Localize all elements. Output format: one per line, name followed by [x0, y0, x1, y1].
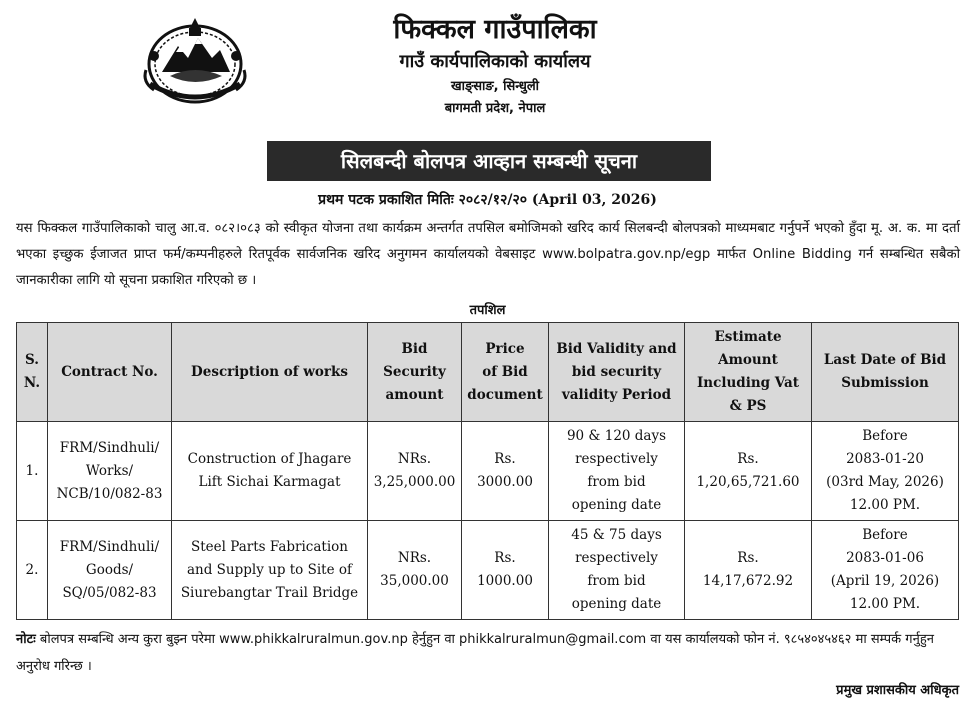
intro-paragraph: यस फिक्कल गाउँपालिकाको चालु आ.व. ०८२।०८३ को स्वीकृत योजना तथा कार्यक्रम अन्तर्गत तपसिल बमोजिमको खरिद कार्य सिलबन्दी बोलपत्रको माध्यमबाट गर्नुपर्ने भएको हुँदा मू. अ. क. मा दर्ता भएका इच्छुक ईजाजत प्राप्त फर्म/कम्पनीहरुले रितपूर्वक सार्वजनिक खरिद अनुगमन कार्यालयको वेबसाइट www.bolpatra.gov.np/egp मार्फत Online Bidding गर्न सम्बन्धित सबैको जानकारीका लागि यो सूचना प्रकाशित गरिएको छ । [16, 221, 960, 288]
signatory-title: प्रमुख प्रशासकीय अधिकृत [836, 683, 959, 698]
cell-estimate: Rs. 1,20,65,721.60 [685, 422, 812, 521]
table-caption: तपशिल [469, 303, 506, 318]
office-name: गाउँ कार्यपालिकाको कार्यालय [399, 51, 591, 72]
nepal-emblem-logo [140, 12, 250, 107]
table-row [17, 521, 959, 620]
cell-bid-security: NRs. 3,25,000.00 [368, 422, 462, 521]
cell-contract-no: FRM/Sindhuli/ Goods/ SQ/05/082-83 [48, 521, 172, 620]
header-validity: Bid Validity and bid security validity Period [549, 323, 685, 422]
cell-last-date: Before 2083-01-06 (April 19, 2026) 12.00 PM. [812, 521, 959, 620]
table-row [17, 422, 959, 521]
cell-description: Steel Parts Fabrication and Supply up to Site of Siurebangtar Trail Bridge [172, 521, 368, 620]
address-line-2: बागमती प्रदेश, नेपाल [444, 101, 546, 116]
cell-contract-no: FRM/Sindhuli/ Works/ NCB/10/082-83 [48, 422, 172, 521]
cell-bid-security: NRs. 35,000.00 [368, 521, 462, 620]
cell-description: Construction of Jhagare Lift Sichai Karmagat [172, 422, 368, 521]
cell-last-date: Before 2083-01-20 (03rd May, 2026) 12.00 PM. [812, 422, 959, 521]
cell-price: Rs. 1000.00 [462, 521, 549, 620]
header-contract-no: Contract No. [48, 323, 172, 422]
cell-sn: 2. [17, 521, 48, 620]
letterhead [250, 12, 740, 120]
cell-validity: 90 & 120 days respectively from bid opening date [549, 422, 685, 521]
header-description: Description of works [172, 323, 368, 422]
header-sn: S. N. [17, 323, 48, 422]
header-estimate: Estimate Amount Including Vat & PS [685, 323, 812, 422]
notice-title: सिलबन्दी बोलपत्र आव्हान सम्बन्धी सूचना [267, 141, 711, 181]
publication-date-label: प्रथम पटक प्रकाशित मितिः [318, 192, 454, 208]
cell-validity: 45 & 75 days respectively from bid opening date [549, 521, 685, 620]
header-last-date: Last Date of Bid Submission [812, 323, 959, 422]
table-header-row [17, 323, 959, 422]
header-price: Price of Bid document [462, 323, 549, 422]
publication-date [0, 190, 975, 209]
cell-estimate: Rs. 14,17,672.92 [685, 521, 812, 620]
organization-name: फिक्कल गाउँपालिका [393, 14, 597, 45]
note-label: नोटः [16, 632, 36, 647]
header-bid-security: Bid Security amount [368, 323, 462, 422]
address-line-1: खाङ्साङ, सिन्धुली [450, 79, 540, 94]
note-text: बोलपत्र सम्बन्धि अन्य कुरा बुझ्न परेमा www.phikkalruralmun.gov.np हेर्नुहुन वा phikkalruralmun@gmail.com वा यस कार्यालयको फोन नं. ९८५४०४५४६२ मा सम्पर्क गर्नुहुन अनुरोध गरिन्छ । [16, 632, 934, 674]
bid-details-table [16, 322, 959, 620]
footer-note [16, 626, 960, 680]
cell-price: Rs. 3000.00 [462, 422, 549, 521]
cell-sn: 1. [17, 422, 48, 521]
publication-date-value: २०८२/१२/२० (April 03, 2026) [458, 192, 657, 208]
